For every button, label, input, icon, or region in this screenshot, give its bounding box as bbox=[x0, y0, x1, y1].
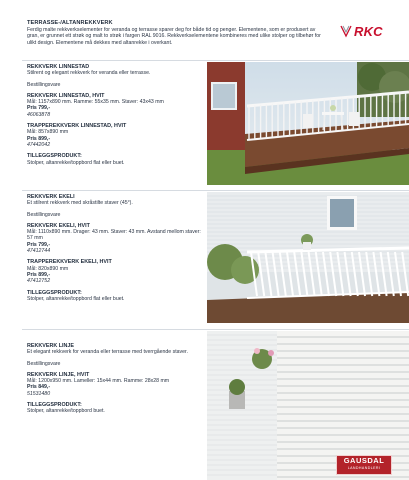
article-number: 47412744 bbox=[27, 248, 51, 255]
product-name: TRAPPEREKKVERK LINNESTAD, HVIT bbox=[27, 123, 127, 130]
intro-block bbox=[27, 20, 327, 46]
section-linje-info bbox=[27, 343, 205, 415]
article-number: 46063878 bbox=[27, 111, 51, 118]
gausdal-logo bbox=[336, 455, 392, 475]
product-dims: Mål: 1157x890 mm. Ramme: 55x35 mm. Staver: 43x43 mm bbox=[27, 99, 164, 106]
article-number: 51531480 bbox=[27, 390, 51, 397]
accessories-text: Stolper, altanrekke/toppbord flat eller buet. bbox=[27, 159, 125, 166]
order-note: Bestillingsvare bbox=[27, 360, 61, 367]
section-subtitle: Et stilrent rekkverk med skråstilte staver (45°). bbox=[27, 200, 133, 207]
rkc-logo-text: RKC bbox=[354, 23, 383, 39]
product-dims: Mål: 820x890 mm bbox=[27, 265, 69, 272]
rkc-logo-mark-icon bbox=[340, 24, 352, 38]
intro-text: Ferdig malte rekkverkselementer for veranda og terrasse sparer deg for både tid og penger. Elementene, som er produsert av gran, er grunnet ett strøk og malt to strøk i fargen RAL 9016. Rekkverkselementene kombineres med ulike stolper og tilbehør for ulikt design. Elementene må dekkes med altanrekke i overkant. bbox=[27, 27, 321, 46]
product-dims: Mål: 1200x950 mm. Lameller: 15x44 mm. Ramme: 28x28 mm bbox=[27, 378, 170, 385]
product-name: REKKVERK EKELI, HVIT bbox=[27, 222, 90, 229]
accessories-text: Stolper, altanrekke/toppbord buet. bbox=[27, 408, 105, 415]
accessories-text: Stolper, altanrekke/toppbord flat eller buet. bbox=[27, 295, 125, 302]
product-price: Pris 899,- bbox=[27, 135, 51, 142]
product-dims: Mål: 857x890 mm bbox=[27, 129, 69, 136]
product-name: REKKVERK LINJE, HVIT bbox=[27, 371, 90, 378]
section-title: REKKVERK EKELI bbox=[27, 194, 75, 200]
accessories-title: TILLEGGSPRODUKT: bbox=[27, 153, 82, 160]
photo-ekeli bbox=[207, 192, 409, 323]
intro-title: TERRASSE-/ALTANREKKVERK bbox=[27, 20, 113, 26]
section-subtitle: Stilrent og elegant rekkverk for veranda eller terrasse. bbox=[27, 70, 151, 77]
product-price: Pris 799,- bbox=[27, 105, 51, 112]
section-linnestad-info bbox=[27, 64, 205, 166]
section-ekeli-info bbox=[27, 194, 205, 302]
photo-linnestad bbox=[207, 62, 409, 185]
order-note: Bestillingsvare bbox=[27, 211, 61, 218]
product-name: TRAPPEREKKVERK EKELI, HVIT bbox=[27, 259, 112, 266]
section-subtitle: Et elegant rekkverk for veranda eller terrasse med tverrgående staver. bbox=[27, 349, 188, 356]
article-number: 47412752 bbox=[27, 278, 51, 285]
product-dims: Mål: 1110x890 mm. Drager: 43 mm. Staver: 43 mm. Avstand mellom staver: 57 mm bbox=[27, 229, 201, 242]
accessories-title: TILLEGGSPRODUKT: bbox=[27, 289, 82, 296]
rkc-logo bbox=[340, 22, 388, 40]
product-price: Pris 799,- bbox=[27, 241, 51, 248]
product-price: Pris 899,- bbox=[27, 271, 51, 278]
railing-photo-ekeli bbox=[207, 192, 409, 323]
gausdal-logo-subtitle: LANDHANDLERI bbox=[347, 466, 381, 470]
order-note: Bestillingsvare bbox=[27, 81, 61, 88]
accessories-title: TILLEGGSPRODUKT: bbox=[27, 402, 82, 409]
gausdal-logo-name: GAUSDAL bbox=[343, 456, 385, 465]
section-title: REKKVERK LINNESTAD bbox=[27, 64, 90, 70]
railing-photo-linnestad bbox=[207, 62, 409, 185]
product-name: REKKVERK LINNESTAD, HVIT bbox=[27, 92, 105, 99]
section-title: REKKVERK LINJE bbox=[27, 343, 75, 349]
product-price: Pris 849,- bbox=[27, 384, 51, 391]
article-number: 47442042 bbox=[27, 141, 51, 148]
